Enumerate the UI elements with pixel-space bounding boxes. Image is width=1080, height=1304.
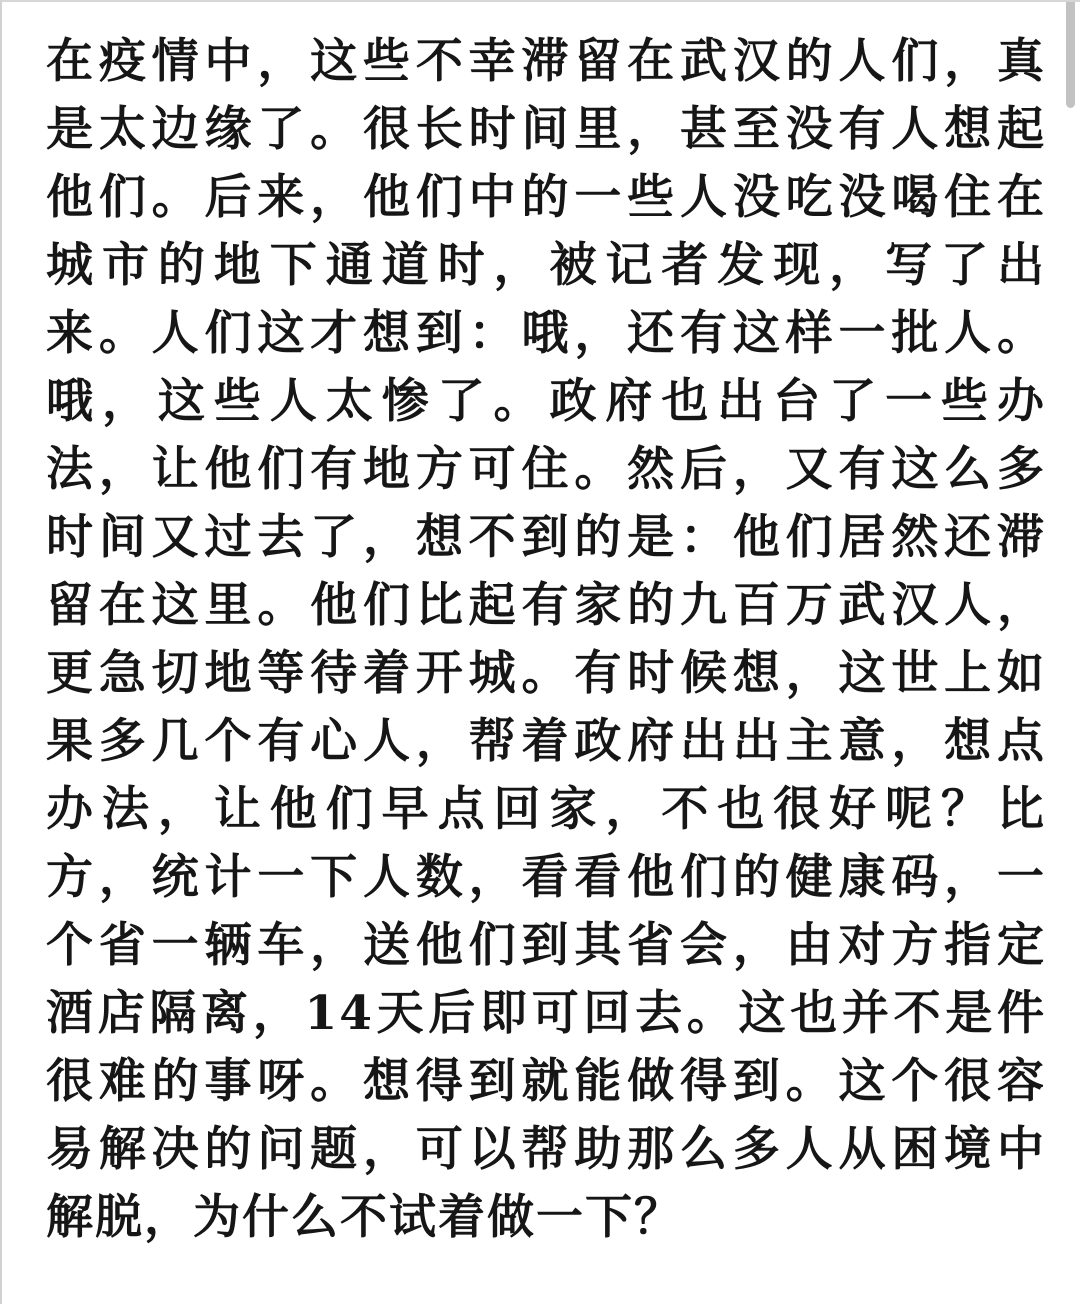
text-line: 果多几个有心人，帮着政府出出主意，想点 xyxy=(46,714,1046,769)
text-line: 他们。后来，他们中的一些人没吃没喝住在 xyxy=(46,170,1046,225)
text-line: 酒店隔离，14天后即可回去。这也并不是件 xyxy=(46,986,1046,1041)
text-line: 法，让他们有地方可住。然后，又有这么多 xyxy=(46,442,1046,497)
text-line: 个省一辆车，送他们到其省会，由对方指定 xyxy=(46,918,1046,973)
text-line: 哦，这些人太惨了。政府也出台了一些办 xyxy=(46,374,1046,429)
text-line: 时间又过去了，想不到的是：他们居然还滞 xyxy=(46,510,1046,565)
text-line: 在疫情中，这些不幸滞留在武汉的人们，真 xyxy=(46,34,1046,89)
text-line: 城市的地下通道时，被记者发现，写了出 xyxy=(46,238,1046,293)
text-line: 解脱，为什么不试着做一下？ xyxy=(46,1190,683,1245)
text-line: 是太边缘了。很长时间里，甚至没有人想起 xyxy=(46,102,1046,157)
scrollbar-thumb[interactable] xyxy=(1066,2,1075,108)
text-line: 易解决的问题，可以帮助那么多人从困境中 xyxy=(46,1122,1046,1177)
text-line: 更急切地等待着开城。有时候想，这世上如 xyxy=(46,646,1046,701)
text-line: 方，统计一下人数，看看他们的健康码，一 xyxy=(46,850,1046,905)
text-line: 很难的事呀。想得到就能做得到。这个很容 xyxy=(46,1054,1046,1109)
text-line: 留在这里。他们比起有家的九百万武汉人， xyxy=(46,578,1046,633)
text-line: 办法，让他们早点回家，不也很好呢？比 xyxy=(46,782,1046,837)
text-line: 来。人们这才想到：哦，还有这样一批人。 xyxy=(46,306,1046,361)
text-content xyxy=(46,28,1046,1252)
